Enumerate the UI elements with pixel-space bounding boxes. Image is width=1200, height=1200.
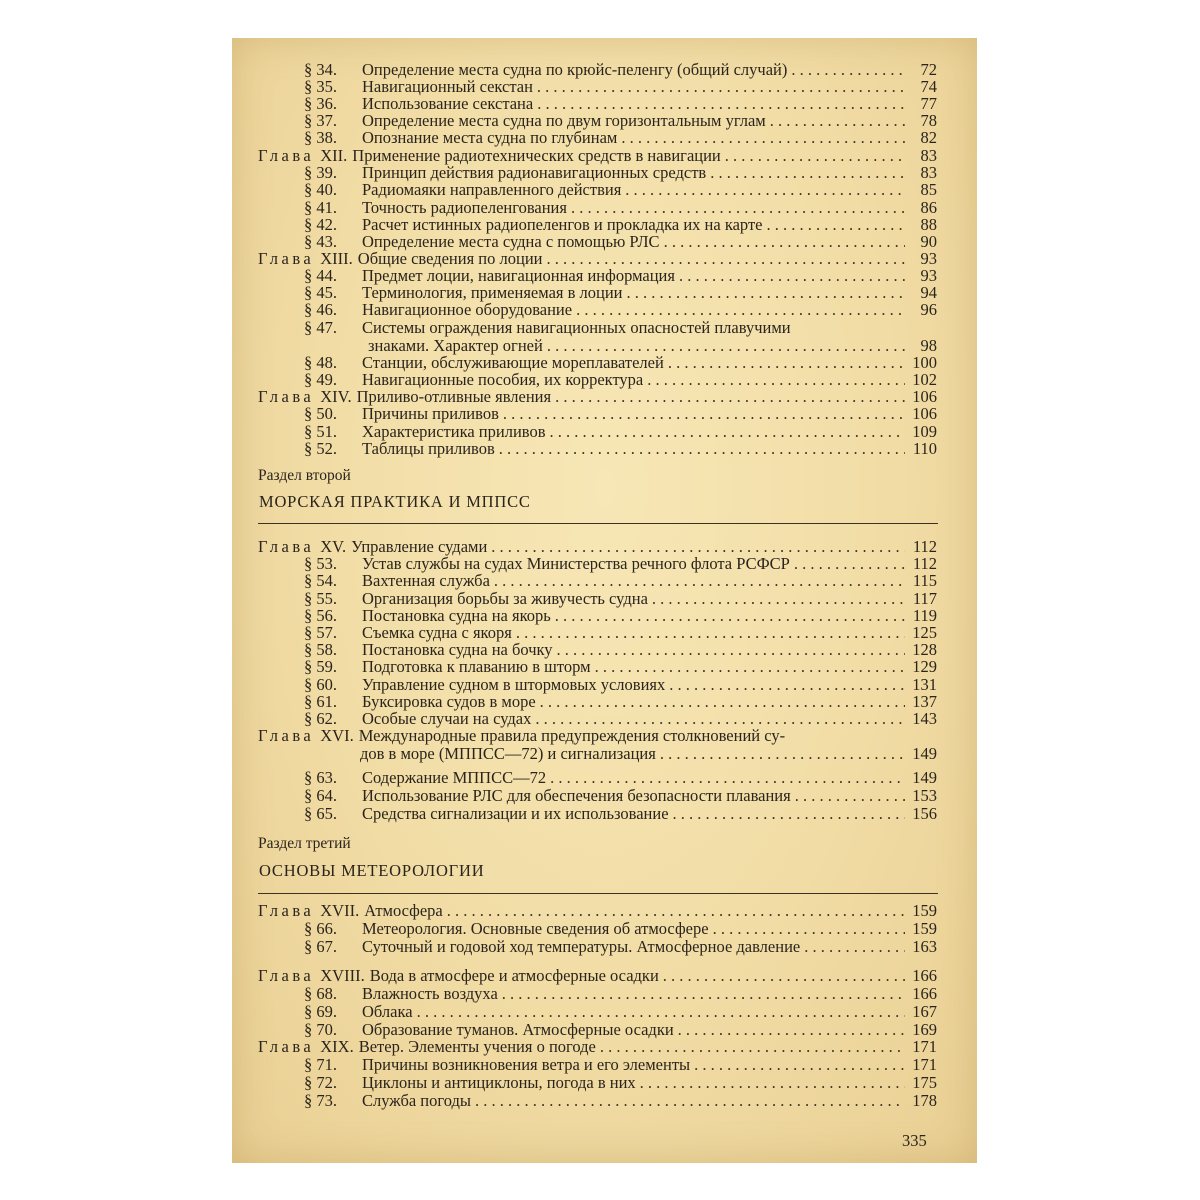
toc-section bbox=[304, 61, 937, 78]
section-number: § 44. bbox=[304, 266, 337, 285]
entry-title: Служба погоды bbox=[362, 1091, 471, 1110]
entry-title: Метеорология. Основные сведения об атмосфере bbox=[362, 919, 709, 938]
entry-title: Постановка судна на бочку bbox=[362, 640, 553, 659]
section-number: § 52. bbox=[304, 439, 337, 458]
toc-section bbox=[304, 199, 937, 216]
chapter-number: XV. bbox=[320, 537, 347, 556]
part-divider bbox=[258, 523, 938, 524]
leader-dots bbox=[621, 129, 905, 146]
entry-page: 128 bbox=[912, 640, 937, 659]
entry-page: 129 bbox=[912, 657, 937, 676]
entry-title: Предмет лоции, навигационная информация bbox=[362, 266, 675, 285]
chapter-word: Глава bbox=[258, 1037, 315, 1056]
leader-dots bbox=[640, 1074, 905, 1091]
chapter-word: Глава bbox=[258, 249, 315, 268]
toc-continuation bbox=[360, 745, 937, 762]
leader-dots bbox=[503, 405, 905, 422]
toc-section bbox=[304, 805, 937, 822]
entry-title: Станции, обслуживающие мореплавателей bbox=[362, 353, 664, 372]
entry-page: 94 bbox=[920, 283, 937, 302]
leader-dots bbox=[625, 181, 905, 198]
entry-page: 100 bbox=[912, 353, 937, 372]
entry-page: 106 bbox=[912, 404, 937, 423]
entry-page: 72 bbox=[920, 60, 937, 79]
entry-page: 85 bbox=[920, 180, 937, 199]
toc-chapter bbox=[258, 250, 937, 267]
entry-title: знаками. Характер огней bbox=[368, 336, 543, 355]
entry-page: 149 bbox=[912, 744, 937, 763]
leader-dots bbox=[600, 1038, 905, 1055]
part-divider bbox=[258, 893, 938, 894]
entry-page: 83 bbox=[920, 146, 937, 165]
toc-continuation bbox=[368, 337, 937, 354]
toc-section bbox=[304, 301, 937, 318]
entry-title: Съемка судна с якоря bbox=[362, 623, 512, 642]
entry-page: 98 bbox=[920, 336, 937, 355]
leader-dots bbox=[540, 693, 905, 710]
section-number: § 65. bbox=[304, 804, 337, 823]
entry-title: Навигационные пособия, их корректура bbox=[362, 370, 644, 389]
entry-title: Средства сигнализации и их использование bbox=[362, 804, 669, 823]
leader-dots bbox=[669, 676, 905, 693]
leader-dots bbox=[576, 301, 905, 318]
entry-page: 110 bbox=[912, 439, 937, 458]
entry-title: Приливо-отливные явления bbox=[356, 387, 552, 406]
entry-page: 77 bbox=[920, 94, 937, 113]
chapter-number: XVIII. bbox=[320, 966, 365, 985]
toc-chapter bbox=[258, 1038, 937, 1055]
section-number: § 64. bbox=[304, 786, 337, 805]
entry-page: 159 bbox=[912, 901, 937, 920]
entry-title: Таблицы приливов bbox=[362, 439, 495, 458]
toc-section bbox=[304, 787, 937, 804]
entry-page: 175 bbox=[912, 1073, 937, 1092]
toc-section bbox=[304, 78, 937, 95]
leader-dots bbox=[804, 938, 905, 955]
entry-title: Принцип действия радионавигационных средств bbox=[362, 163, 707, 182]
toc-section bbox=[304, 112, 937, 129]
chapter-number: XIII. bbox=[320, 249, 353, 268]
entry-page: 119 bbox=[912, 606, 937, 625]
entry-page: 171 bbox=[912, 1037, 937, 1056]
part-label: Раздел второй bbox=[258, 467, 351, 484]
leader-dots bbox=[663, 967, 905, 984]
leader-dots bbox=[555, 388, 905, 405]
entry-title: Радиомаяки направленного действия bbox=[362, 180, 622, 199]
entry-title: Расчет истинных радиопеленгов и прокладка их на карте bbox=[362, 215, 763, 234]
toc-section bbox=[304, 440, 937, 457]
toc-section bbox=[304, 1074, 937, 1091]
leader-dots bbox=[660, 745, 905, 762]
leader-dots bbox=[713, 920, 905, 937]
entry-title: Общие сведения по лоции bbox=[357, 249, 543, 268]
entry-page: 166 bbox=[912, 984, 937, 1003]
toc-section bbox=[304, 693, 937, 710]
toc-chapter bbox=[258, 388, 937, 405]
entry-page: 109 bbox=[912, 422, 937, 441]
chapter-word: Глава bbox=[258, 966, 315, 985]
leader-dots bbox=[555, 607, 905, 624]
section-number: § 61. bbox=[304, 692, 337, 711]
section-number: § 59. bbox=[304, 657, 337, 676]
leader-dots bbox=[794, 555, 905, 572]
entry-title: Причины возникновения ветра и его элементы bbox=[362, 1055, 691, 1074]
entry-title: Применение радиотехнических средств в навигации bbox=[352, 146, 721, 165]
entry-title: Особые случаи на судах bbox=[362, 709, 532, 728]
section-number: § 47. bbox=[304, 318, 337, 337]
toc-section bbox=[304, 590, 937, 607]
toc-section bbox=[304, 1021, 937, 1038]
section-number: § 70. bbox=[304, 1020, 337, 1039]
section-number: § 41. bbox=[304, 198, 337, 217]
section-number: § 68. bbox=[304, 984, 337, 1003]
section-number: § 53. bbox=[304, 554, 337, 573]
entry-title: Влажность воздуха bbox=[362, 984, 498, 1003]
toc-section bbox=[304, 1056, 937, 1073]
leader-dots bbox=[550, 769, 905, 786]
section-number: § 56. bbox=[304, 606, 337, 625]
leader-dots bbox=[767, 216, 906, 233]
toc-section bbox=[304, 676, 937, 693]
leader-dots bbox=[694, 1056, 905, 1073]
entry-page: 178 bbox=[912, 1091, 937, 1110]
entry-page: 153 bbox=[912, 786, 937, 805]
chapter-number: XIX. bbox=[320, 1037, 354, 1056]
leader-dots bbox=[627, 284, 905, 301]
entry-title: Ветер. Элементы учения о погоде bbox=[358, 1037, 596, 1056]
leader-dots bbox=[652, 590, 905, 607]
toc-section bbox=[304, 423, 937, 440]
entry-page: 96 bbox=[920, 300, 937, 319]
section-number: § 40. bbox=[304, 180, 337, 199]
leader-dots bbox=[647, 371, 905, 388]
toc-section bbox=[304, 607, 937, 624]
chapter-number: XVI. bbox=[320, 726, 354, 745]
leader-dots bbox=[537, 95, 905, 112]
entry-page: 112 bbox=[912, 554, 937, 573]
section-number: § 60. bbox=[304, 675, 337, 694]
entry-title: дов в море (МППСС—72) и сигнализация bbox=[360, 744, 656, 763]
toc-chapter bbox=[258, 967, 937, 984]
page-number: 335 bbox=[902, 1131, 927, 1150]
section-number: § 37. bbox=[304, 111, 337, 130]
toc-chapter bbox=[258, 538, 937, 555]
entry-page: 115 bbox=[912, 571, 937, 590]
entry-page: 93 bbox=[920, 249, 937, 268]
toc-chapter bbox=[258, 147, 937, 164]
entry-title: Точность радиопеленгования bbox=[362, 198, 567, 217]
section-number: § 69. bbox=[304, 1002, 337, 1021]
leader-dots bbox=[557, 641, 905, 658]
leader-dots bbox=[770, 112, 905, 129]
entry-page: 78 bbox=[920, 111, 937, 130]
leader-dots bbox=[502, 985, 905, 1002]
entry-page: 156 bbox=[912, 804, 937, 823]
leader-dots bbox=[725, 147, 905, 164]
toc-section bbox=[304, 624, 937, 641]
entry-title: Атмосфера bbox=[364, 901, 443, 920]
chapter-number: XIV. bbox=[320, 387, 352, 406]
section-number: § 62. bbox=[304, 709, 337, 728]
entry-title: Управление судном в штормовых условиях bbox=[362, 675, 666, 694]
entry-page: 169 bbox=[912, 1020, 937, 1039]
leader-dots bbox=[499, 440, 905, 457]
entry-title: Вахтенная служба bbox=[362, 571, 490, 590]
entry-title: Подготовка к плаванию в шторм bbox=[362, 657, 591, 676]
leader-dots bbox=[537, 78, 905, 95]
section-number: § 73. bbox=[304, 1091, 337, 1110]
leader-dots bbox=[547, 337, 905, 354]
leader-dots bbox=[571, 199, 905, 216]
entry-title: Содержание МППСС—72 bbox=[362, 768, 547, 787]
entry-title: Использование РЛС для обеспечения безопасности плавания bbox=[362, 786, 791, 805]
toc-section bbox=[304, 555, 937, 572]
book-page bbox=[232, 38, 977, 1163]
toc-section bbox=[304, 641, 937, 658]
section-number: § 45. bbox=[304, 283, 337, 302]
toc-section bbox=[304, 181, 937, 198]
entry-title: Причины приливов bbox=[362, 404, 499, 423]
entry-title: Характеристика приливов bbox=[362, 422, 546, 441]
part-label: Раздел третий bbox=[258, 835, 351, 852]
entry-title: Облака bbox=[362, 1002, 413, 1021]
section-number: § 63. bbox=[304, 768, 337, 787]
leader-dots bbox=[417, 1003, 905, 1020]
leader-dots bbox=[795, 787, 905, 804]
entry-page: 88 bbox=[920, 215, 937, 234]
entry-title: Опознание места судна по глубинам bbox=[362, 128, 618, 147]
section-number: § 71. bbox=[304, 1055, 337, 1074]
chapter-word: Глава bbox=[258, 146, 315, 165]
entry-page: 171 bbox=[912, 1055, 937, 1074]
entry-page: 159 bbox=[912, 919, 937, 938]
chapter-word: Глава bbox=[258, 537, 315, 556]
leader-dots bbox=[673, 805, 905, 822]
entry-page: 125 bbox=[912, 623, 937, 642]
toc-section bbox=[304, 985, 937, 1002]
leader-dots bbox=[475, 1092, 905, 1109]
toc-section bbox=[304, 164, 937, 181]
leader-dots bbox=[494, 572, 905, 589]
entry-title: Терминология, применяемая в лоции bbox=[362, 283, 623, 302]
leader-dots bbox=[516, 624, 905, 641]
section-number: § 34. bbox=[304, 60, 337, 79]
section-number: § 55. bbox=[304, 589, 337, 608]
entry-page: 167 bbox=[912, 1002, 937, 1021]
section-number: § 49. bbox=[304, 370, 337, 389]
section-number: § 48. bbox=[304, 353, 337, 372]
toc-section bbox=[304, 658, 937, 675]
entry-page: 106 bbox=[912, 387, 937, 406]
section-number: § 42. bbox=[304, 215, 337, 234]
entry-title: Системы ограждения навигационных опасностей плавучими bbox=[362, 318, 791, 337]
leader-dots bbox=[535, 710, 905, 727]
part-title: МОРСКАЯ ПРАКТИКА И МППСС bbox=[259, 492, 531, 511]
entry-title: Управление судами bbox=[351, 537, 488, 556]
leader-dots bbox=[550, 423, 906, 440]
leader-dots bbox=[678, 1021, 905, 1038]
entry-title: Определение места судна по крюйс-пеленгу (общий случай) bbox=[362, 60, 788, 79]
leader-dots bbox=[491, 538, 905, 555]
leader-dots bbox=[664, 233, 905, 250]
entry-page: 112 bbox=[912, 537, 937, 556]
entry-title: Навигационный секстан bbox=[362, 77, 533, 96]
section-number: § 39. bbox=[304, 163, 337, 182]
chapter-number: XII. bbox=[320, 146, 348, 165]
leader-dots bbox=[679, 267, 905, 284]
toc-section bbox=[304, 319, 937, 336]
toc-section bbox=[304, 938, 937, 955]
leader-dots bbox=[791, 61, 905, 78]
section-number: § 50. bbox=[304, 404, 337, 423]
entry-page: 163 bbox=[912, 937, 937, 956]
toc-section bbox=[304, 354, 937, 371]
entry-title: Постановка судна на якорь bbox=[362, 606, 551, 625]
entry-page: 143 bbox=[912, 709, 937, 728]
chapter-word: Глава bbox=[258, 387, 315, 406]
entry-page: 131 bbox=[912, 675, 937, 694]
entry-title: Навигационное оборудование bbox=[362, 300, 573, 319]
section-number: § 58. bbox=[304, 640, 337, 659]
leader-dots bbox=[547, 250, 906, 267]
entry-title: Организация борьбы за живучесть судна bbox=[362, 589, 648, 608]
leader-dots bbox=[710, 164, 905, 181]
section-number: § 51. bbox=[304, 422, 337, 441]
entry-title: Суточный и годовой ход температуры. Атмосферное давление bbox=[362, 937, 801, 956]
section-number: § 35. bbox=[304, 77, 337, 96]
entry-page: 74 bbox=[920, 77, 937, 96]
entry-title: Использование секстана bbox=[362, 94, 534, 113]
section-number: § 66. bbox=[304, 919, 337, 938]
section-number: § 57. bbox=[304, 623, 337, 642]
entry-title: Устав службы на судах Министерства речного флота РСФСР bbox=[362, 554, 790, 573]
chapter-number: XVII. bbox=[320, 901, 360, 920]
toc-section bbox=[304, 284, 937, 301]
toc-section bbox=[304, 405, 937, 422]
toc-section bbox=[304, 920, 937, 937]
entry-title: Буксировка судов в море bbox=[362, 692, 536, 711]
chapter-word: Глава bbox=[258, 726, 315, 745]
entry-page: 137 bbox=[912, 692, 937, 711]
section-number: § 43. bbox=[304, 232, 337, 251]
entry-page: 93 bbox=[920, 266, 937, 285]
toc-chapter bbox=[258, 902, 937, 919]
entry-page: 166 bbox=[912, 966, 937, 985]
entry-page: 83 bbox=[920, 163, 937, 182]
entry-title: Образование туманов. Атмосферные осадки bbox=[362, 1020, 674, 1039]
entry-title: Вода в атмосфере и атмосферные осадки bbox=[369, 966, 659, 985]
entry-title: Циклоны и антициклоны, погода в них bbox=[362, 1073, 636, 1092]
toc-section bbox=[304, 95, 937, 112]
section-number: § 72. bbox=[304, 1073, 337, 1092]
section-number: § 67. bbox=[304, 937, 337, 956]
entry-page: 90 bbox=[920, 232, 937, 251]
entry-page: 102 bbox=[912, 370, 937, 389]
toc-section bbox=[304, 1003, 937, 1020]
toc-section bbox=[304, 129, 937, 146]
leader-dots bbox=[447, 902, 905, 919]
toc-section bbox=[304, 1092, 937, 1109]
entry-title: Международные правила предупреждения столкновений су- bbox=[358, 726, 786, 745]
toc-section bbox=[304, 769, 937, 786]
toc-section bbox=[304, 710, 937, 727]
entry-page: 117 bbox=[912, 589, 937, 608]
toc-chapter bbox=[258, 727, 937, 744]
entry-title: Определение места судна по двум горизонтальным углам bbox=[362, 111, 766, 130]
part-title: ОСНОВЫ МЕТЕОРОЛОГИИ bbox=[259, 861, 485, 880]
leader-dots bbox=[595, 658, 905, 675]
entry-title: Определение места судна с помощью РЛС bbox=[362, 232, 660, 251]
toc-section bbox=[304, 216, 937, 233]
section-number: § 46. bbox=[304, 300, 337, 319]
toc-section bbox=[304, 267, 937, 284]
chapter-word: Глава bbox=[258, 901, 315, 920]
section-number: § 36. bbox=[304, 94, 337, 113]
toc-section bbox=[304, 371, 937, 388]
toc-section bbox=[304, 572, 937, 589]
leader-dots bbox=[668, 354, 905, 371]
section-number: § 54. bbox=[304, 571, 337, 590]
entry-page: 86 bbox=[920, 198, 937, 217]
entry-page: 149 bbox=[912, 768, 937, 787]
entry-page: 82 bbox=[920, 128, 937, 147]
section-number: § 38. bbox=[304, 128, 337, 147]
toc-section bbox=[304, 233, 937, 250]
